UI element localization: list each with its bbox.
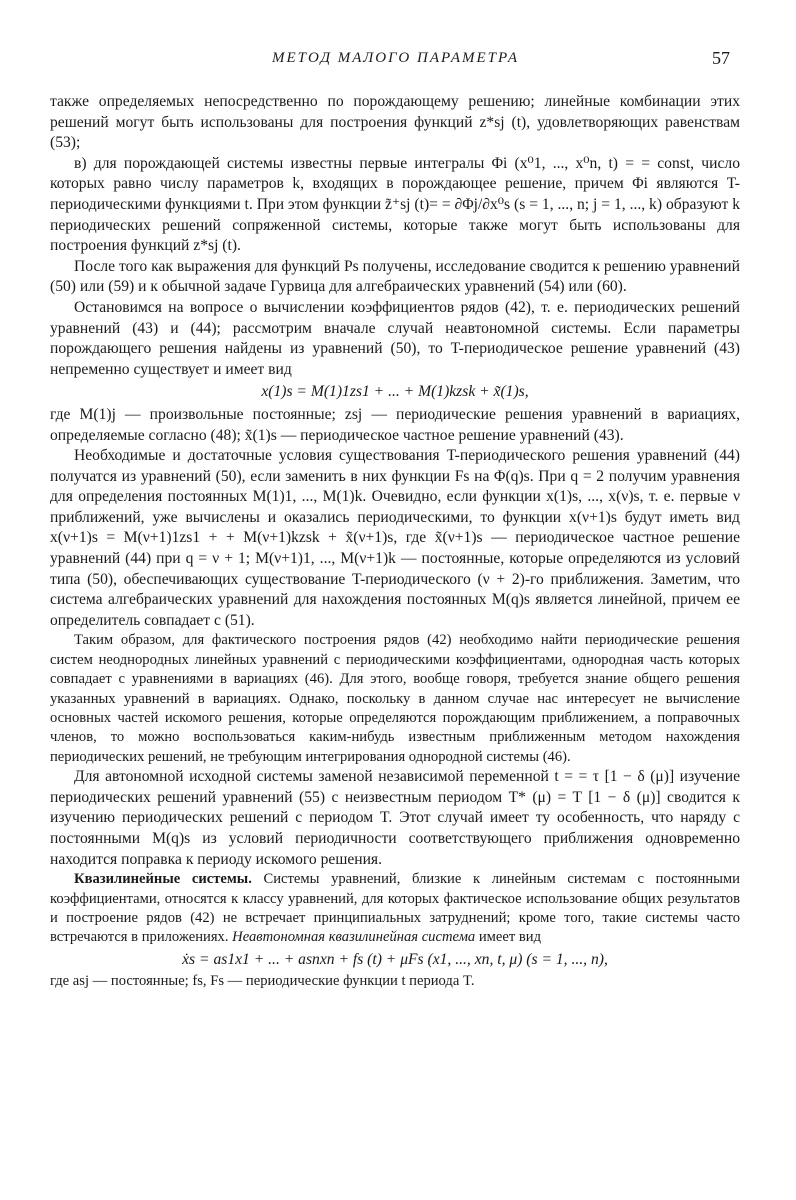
page-body (50, 92, 740, 992)
page-number: 57 (712, 48, 730, 68)
running-title: МЕТОД МАЛОГО ПАРАМЕТРА (272, 50, 520, 66)
formula: ẋs = as1x1 + ... + asnxn + fs (t) + μFs (x1, ..., xn, t, μ) (s = 1, ..., n), (182, 950, 608, 968)
paragraph: Остановимся на вопросе о вычислении коэффициентов рядов (42), т. е. периодических решений уравнений (43) и (44); рассмотрим вначале случай неавтономной системы. Если параметры порождающего решения найдены из уравнений (50), то T-периодическое решение уравнений (43) непременно существует и имеет вид (50, 298, 740, 378)
paragraph-text: имеет вид (478, 929, 542, 946)
paragraph: Для автономной исходной системы заменой независимой переменной t = = τ [1 − δ (μ)] изучение периодических решений уравнений (55) с неизвестным периодом T* (μ) = T [1 − δ (μ)] сводится к изучению периодических решений с периодом T. Этот случай имеет ту особенность, что наряду с постоянными M(q)s из условий периодичности соответствующего приближения одновременно находится поправка к периоду искомого решения. (50, 768, 740, 868)
paragraph: в) для порождающей системы известны первые интегралы Φi (x⁰1, ..., x⁰n, t) = = const, число которых равно числу параметров k, входящих в порождающее решение, причем Φi являются T-периодическими функциями t. При этом функции z̃⁺sj (t)= = ∂Φj/∂x⁰s (s = 1, ..., n; j = 1, ..., k) образуют k периодических решений сопряженной системы, которые также могут быть использованы для построения функций z*sj (t). (50, 154, 740, 255)
paragraph: также определяемых непосредственно по порождающему решению; линейные комбинации этих решений могут быть использованы для построения функций z*sj (t), удовлетворяющих равенствам (53); (50, 93, 740, 152)
paragraph: Таким образом, для фактического построения рядов (42) необходимо найти периодические решения систем неоднородных линейных уравнений с периодическими коэффициентами, однородная часть которых совпадает с уравнениями в вариациях (46). Для этого, вообще говоря, требуется знание общего решения указанных уравнений в вариациях. Однако, поскольку в данном случае нас интересует не вычисление основных частей искомого решения, которые определяются порождающим приближением, а поправочных членов, то можно воспользоваться каким-нибудь известным приближенным методом нахождения периодических решений, не требующим интегрирования однородной системы (46). (50, 632, 740, 765)
paragraph: где M(1)j — произвольные постоянные; zsj — периодические решения уравнений в вариациях, определяемые согласно (48); x̃(1)s — периодическое частное решение уравнений (43). (50, 405, 740, 444)
paragraph-text: Системы уравнений, близкие к линейным системам с постоянными коэффициентами, относятся к классу уравнений, для которых фактическое использование общих результатов и построение рядов (42) не встречает принципиальных затруднений; кроме того, такие системы часто встречаются в приложениях. (50, 871, 740, 946)
page-header (0, 48, 796, 74)
paragraph: где asj — постоянные; fs, Fs — периодические функции t периода T. (50, 973, 475, 990)
paragraph-italic: Неавтономная квазилинейная система (232, 929, 476, 946)
paragraph: Необходимые и достаточные условия существования T-периодического решения уравнений (44) получатся из уравнений (50), если заменить в них функции Fs на Φ(q)s. При q = 2 получим уравнения для определения постоянных M(1)1, ..., M(1)k. Очевидно, если функции x(1)s, ..., x(ν)s, т. е. первые ν приближений, уже вычислены и оказались периодическими, то функции x(ν+1)s будут иметь вид x(ν+1)s = M(ν+1)1zs1 + + M(ν+1)kzsk + x̃(ν+1)s, где x̃(ν+1)s — периодическое частное решение уравнений (44) при q = ν + 1; M(ν+1)1, ..., M(ν+1)k — постоянные, которые определяются из условий типа (50), обеспечивающих существование T-периодического (ν + 2)-го приближения. Заметим, что система алгебраических уравнений для нахождения постоянных M(q)s является линейной, причем ее определитель совпадает с (51). (50, 447, 740, 629)
paragraph (50, 870, 740, 948)
formula: x(1)s = M(1)1zs1 + ... + M(1)kzsk + x̃(1)s, (261, 383, 529, 401)
section-runin-heading: Квазилинейные системы. (74, 871, 252, 888)
paragraph: После того как выражения для функций Ps получены, исследование сводится к решению уравнений (50) или (59) и к обычной задаче Гурвица для алгебраических уравнений (54) или (60). (50, 257, 740, 296)
